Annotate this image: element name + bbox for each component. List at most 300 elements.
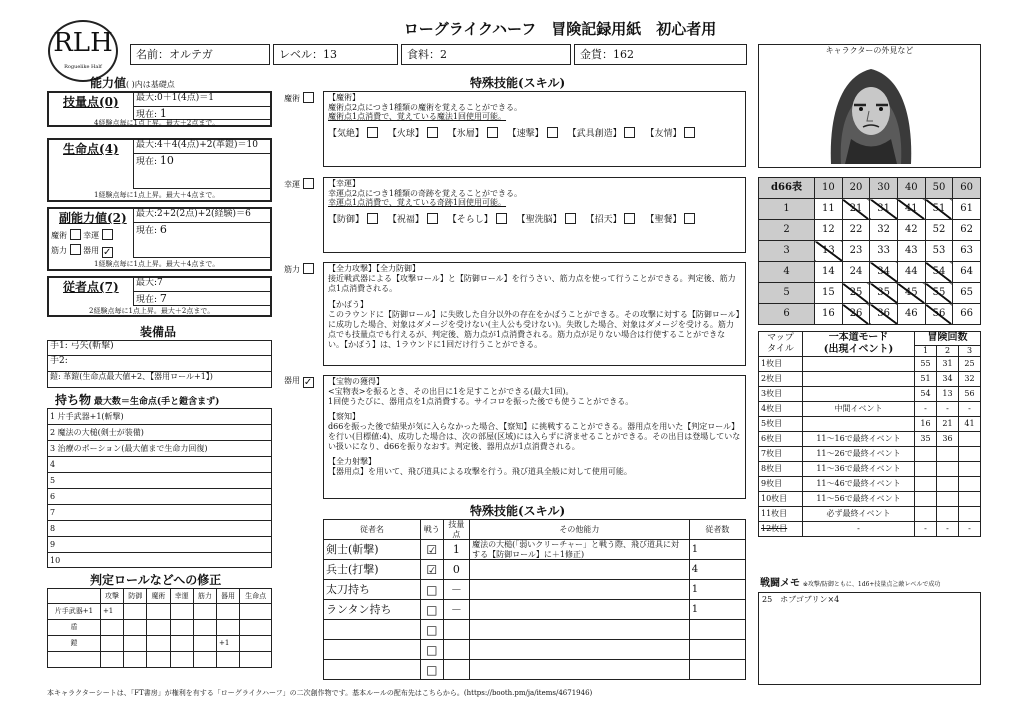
d66-header-row: [759, 178, 981, 199]
d66-row: [759, 199, 981, 220]
d66-table: [758, 177, 981, 325]
follower-count: 1: [689, 580, 745, 600]
map-event: -: [803, 522, 915, 537]
map-count-cell[interactable]: [937, 507, 959, 522]
battle-title-row: [760, 578, 940, 590]
modifiers-cell[interactable]: [124, 652, 147, 668]
d66-cell-crossed[interactable]: 45: [897, 283, 925, 304]
dex-skill-checkbox[interactable]: ✓: [303, 377, 313, 388]
modifiers-cell[interactable]: [124, 620, 147, 636]
magic-skill-checkbox[interactable]: [303, 92, 314, 103]
gold-field[interactable]: 金貨：162: [574, 44, 747, 65]
d66-cell-crossed[interactable]: 35: [870, 283, 898, 304]
map-count-cell[interactable]: 31: [937, 357, 959, 372]
map-count-cell[interactable]: 56: [959, 387, 981, 402]
modifiers-cell[interactable]: [193, 636, 216, 652]
modifiers-row-label: [48, 652, 101, 668]
dex-checkbox[interactable]: ✓: [102, 246, 112, 258]
strength-label: 筋力: [51, 245, 67, 255]
hand1-slot[interactable]: 手1: 弓矢(斬撃): [48, 341, 271, 356]
d66-cell[interactable]: 66: [953, 304, 981, 325]
map-count-cell[interactable]: [915, 507, 937, 522]
battle-title: 戦闘メモ: [760, 578, 800, 589]
map-tile: 5枚目: [759, 417, 803, 432]
follower-other: [470, 660, 690, 680]
modifiers-header: 攻撃: [100, 589, 123, 604]
skill-option[interactable]: [645, 215, 695, 225]
skill-option[interactable]: [517, 215, 576, 225]
follower-other: [470, 580, 690, 600]
level-field[interactable]: レベル：13: [273, 44, 398, 65]
map-count-cell[interactable]: [937, 447, 959, 462]
logo-sub: Roguelike Half: [64, 64, 102, 70]
dex-line3: d66を振った後で結果が気に入らなかった場合、【察知】に挑戦することができる。器用点を用いた【判定ロール】を行い(目標値:4)、成功した場合は、次の部屋(区域)には入らずに済ませることができる。その出目は登場していない扱いになり、d66を振りなおす。判定後、器用点が1点消費される。: [328, 422, 741, 451]
skill-option-checkbox[interactable]: [684, 127, 695, 138]
d66-cell[interactable]: 65: [953, 283, 981, 304]
map-event: [803, 387, 915, 402]
map-count-cell[interactable]: 16: [915, 417, 937, 432]
skill-current-label: 現在:: [136, 110, 158, 120]
follower-fight[interactable]: ☑: [421, 540, 443, 560]
d66-row-header: 1: [759, 199, 815, 220]
map-count-cell[interactable]: [937, 477, 959, 492]
follower-skill: [443, 640, 470, 660]
modifiers-row-label: 鎧: [48, 636, 101, 652]
map-count-cell[interactable]: -: [937, 402, 959, 417]
follower-other: 魔法の大槌(「弱いクリーチャー」と戦う際、飛び道具に対する【防御ロール】に＋1修正): [470, 540, 690, 560]
sub-current[interactable]: [133, 222, 272, 258]
magic-skill-box: [323, 91, 746, 167]
follower-count: 1: [689, 600, 745, 620]
follower-max-text: 最大:7: [136, 278, 163, 288]
map-tile: 2枚目: [759, 372, 803, 387]
map-count-col: 2: [937, 345, 959, 356]
d66-cell[interactable]: 52: [925, 220, 953, 241]
skill-option[interactable]: [448, 129, 498, 139]
follower-row: [324, 580, 746, 600]
life-max[interactable]: [133, 139, 272, 154]
modifiers-row-label: 盾: [48, 620, 101, 636]
d66-row: [759, 241, 981, 262]
follower-skill: －: [443, 600, 470, 620]
luck-skill-box: [323, 177, 746, 253]
inventory-item[interactable]: 4: [48, 457, 271, 473]
follower-fight[interactable]: □: [421, 660, 443, 680]
d66-cell[interactable]: 63: [953, 241, 981, 262]
d66-cell[interactable]: 24: [842, 262, 870, 283]
followers-header-row: [324, 520, 746, 540]
map-row: [759, 522, 981, 537]
miracle-list: [328, 213, 741, 226]
inventory-item[interactable]: 2 魔法の大槌(剣士が装備): [48, 425, 271, 441]
skill-option-checkbox[interactable]: [565, 213, 576, 224]
modifiers-cell[interactable]: [147, 636, 170, 652]
modifiers-cell[interactable]: [216, 652, 239, 668]
name-field[interactable]: 名前：オルテガ: [130, 44, 270, 65]
skill-option-checkbox[interactable]: [547, 127, 558, 138]
battle-memo-box[interactable]: [758, 592, 981, 685]
follower-row: [324, 620, 746, 640]
skill-option-label: 【氷層】: [447, 128, 484, 139]
map-count-cell[interactable]: [959, 447, 981, 462]
modifiers-cell[interactable]: [170, 636, 193, 652]
map-count-cell[interactable]: [959, 477, 981, 492]
d66-cell[interactable]: 44: [897, 262, 925, 283]
str-side-label: 筋力: [284, 265, 300, 274]
d66-cell-crossed[interactable]: 13: [815, 241, 843, 262]
map-event: [803, 357, 915, 372]
map-row: [759, 492, 981, 507]
map-count-cell[interactable]: [959, 462, 981, 477]
d66-cell[interactable]: 15: [815, 283, 843, 304]
d66-cell[interactable]: 62: [953, 220, 981, 241]
map-count-cell[interactable]: -: [959, 522, 981, 537]
follower-name: [324, 660, 421, 680]
sub-ability-label: 副能力値(2): [59, 211, 127, 225]
modifiers-corner: [48, 589, 101, 604]
map-count-cell[interactable]: 32: [959, 372, 981, 387]
map-count-col: 1: [915, 345, 937, 356]
skill-option-checkbox[interactable]: [427, 213, 438, 224]
modifiers-cell[interactable]: [147, 604, 170, 620]
life-note: 1経験点毎に1点上昇。最大＋4点まで。: [94, 191, 220, 199]
modifiers-cell[interactable]: [170, 652, 193, 668]
skill-option[interactable]: [645, 129, 695, 139]
food-field[interactable]: 食料：2: [401, 44, 571, 65]
map-row: [759, 372, 981, 387]
skills-title: 特殊技能(スキル): [470, 76, 566, 90]
map-event: 11～26で最終イベント: [803, 447, 915, 462]
map-tile: 8枚目: [759, 462, 803, 477]
skill-current[interactable]: [133, 106, 272, 120]
d66-row: [759, 283, 981, 304]
map-count-cell[interactable]: 54: [915, 387, 937, 402]
magic-side: [284, 92, 314, 104]
skill-note: 4経験点毎に1点上昇。最大＋2点まで。: [94, 119, 220, 127]
skill-option-label: 【祝福】: [387, 214, 424, 225]
modifiers-cell[interactable]: +1: [100, 604, 123, 620]
follower-fight[interactable]: □: [421, 620, 443, 640]
d66-cell-crossed[interactable]: 21: [842, 199, 870, 220]
follower-fight[interactable]: □: [421, 580, 443, 600]
spell-list: [328, 127, 741, 140]
modifiers-cell[interactable]: [193, 652, 216, 668]
follower-current-value: 7: [159, 292, 167, 305]
dex-line1: <宝物表>を振るとき、その出目に1を足すことができる(最大1回)。: [328, 387, 574, 396]
map-count-cell[interactable]: 21: [937, 417, 959, 432]
map-count-cell[interactable]: 34: [937, 372, 959, 387]
modifiers-cell[interactable]: [100, 652, 123, 668]
map-tile: 4枚目: [759, 402, 803, 417]
inventory-item[interactable]: 9: [48, 537, 271, 553]
map-row: [759, 402, 981, 417]
followers-header: その他能力: [470, 520, 690, 540]
appearance-box: [758, 44, 981, 168]
modifiers-header-row: [48, 589, 272, 604]
life-max-text: 最大:4＋4(4点)+2(革鎧)＝10: [136, 140, 258, 150]
d66-row-header: 4: [759, 262, 815, 283]
followers-header: 従者数: [689, 520, 745, 540]
followers-header: 戦う: [421, 520, 443, 540]
d66-cell-crossed[interactable]: 56: [925, 304, 953, 325]
map-count-cell[interactable]: [959, 507, 981, 522]
d66-col-header: 30: [870, 178, 898, 199]
inventory-subtitle: 最大数＝生命点(手と鎧含まず): [93, 397, 220, 407]
map-count-cell[interactable]: 13: [937, 387, 959, 402]
map-count-cell[interactable]: 35: [915, 432, 937, 447]
d66-cell-crossed[interactable]: 26: [842, 304, 870, 325]
follower-count: 4: [689, 560, 745, 580]
skill-option[interactable]: [388, 129, 438, 139]
magic-checkbox[interactable]: [70, 229, 81, 240]
modifiers-cell[interactable]: [147, 652, 170, 668]
dex-heading: 【宝物の獲得】: [328, 377, 384, 386]
inventory-item[interactable]: 3 治療のポーション(最大値まで生命力回復): [48, 441, 271, 457]
follower-skill: －: [443, 580, 470, 600]
luck-skill-checkbox[interactable]: [303, 178, 314, 189]
sub-current-value: 6: [159, 223, 167, 236]
inventory-item[interactable]: 6: [48, 489, 271, 505]
dex-side: [284, 376, 314, 388]
magic-heading: 【魔術】: [328, 93, 360, 102]
map-count-cell[interactable]: [937, 492, 959, 507]
modifiers-header: 筋力: [193, 589, 216, 604]
inventory-item[interactable]: 5: [48, 473, 271, 489]
map-count-cell[interactable]: 25: [959, 357, 981, 372]
abilities-title: [90, 76, 175, 90]
map-count-cell[interactable]: [937, 462, 959, 477]
modifiers-cell[interactable]: [170, 604, 193, 620]
inventory-title: [55, 393, 219, 408]
map-tile: 3枚目: [759, 387, 803, 402]
follower-current[interactable]: [133, 291, 272, 306]
inventory-list: [47, 408, 272, 568]
modifiers-cell[interactable]: [193, 620, 216, 636]
skill-current-value: 1: [159, 107, 167, 120]
modifiers-cell[interactable]: +1: [216, 636, 239, 652]
d66-cell[interactable]: 42: [897, 220, 925, 241]
d66-cell-crossed[interactable]: 34: [870, 262, 898, 283]
d66-cell[interactable]: 11: [815, 199, 843, 220]
map-count-cell[interactable]: 41: [959, 417, 981, 432]
d66-cell-crossed[interactable]: 54: [925, 262, 953, 283]
follower-name: ランタン持ち: [324, 600, 421, 620]
inventory-item[interactable]: 7: [48, 505, 271, 521]
d66-row: [759, 304, 981, 325]
modifiers-cell[interactable]: [100, 620, 123, 636]
followers-table: [323, 519, 746, 680]
luck-checkbox[interactable]: [102, 229, 113, 240]
map-count-cell[interactable]: [959, 492, 981, 507]
skill-option-checkbox[interactable]: [684, 213, 695, 224]
map-mode-header-line1: 一本道モード: [828, 332, 889, 343]
modifiers-cell[interactable]: [124, 604, 147, 620]
magic-line2: 魔術点1点消費で、覚えている魔法1回使用可能。: [328, 112, 507, 122]
map-count-cell[interactable]: 51: [915, 372, 937, 387]
map-count-cell[interactable]: [915, 447, 937, 462]
appearance-label: キャラクターの外見など: [825, 46, 914, 55]
str-skill-box: [323, 262, 746, 366]
inventory-item[interactable]: 1 片手武器+1(斬撃): [48, 409, 271, 425]
d66-cell[interactable]: 64: [953, 262, 981, 283]
modifiers-row: [48, 620, 272, 636]
map-count-cell[interactable]: [915, 477, 937, 492]
life-points-box: [47, 138, 272, 202]
map-event: 11～56で最終イベント: [803, 492, 915, 507]
inventory-item[interactable]: 10: [50, 556, 61, 565]
d66-row-header: 3: [759, 241, 815, 262]
modifiers-row-label: 片手武器+1: [48, 604, 101, 620]
armor-slot[interactable]: 鎧: 革鎧(生命点最大値+2、【器用ロール+1】): [50, 372, 213, 381]
map-count-cell[interactable]: 36: [937, 432, 959, 447]
d66-cell[interactable]: 53: [925, 241, 953, 262]
skill-option-checkbox[interactable]: [367, 213, 378, 224]
map-mode-header-line2: (出現イベント): [823, 344, 894, 355]
modifiers-cell[interactable]: [124, 636, 147, 652]
life-points-label: 生命点(4): [63, 142, 119, 156]
skill-option[interactable]: [568, 129, 636, 139]
abilities-title-text: 能力値: [90, 76, 127, 90]
skill-option[interactable]: [328, 129, 378, 139]
skill-option-checkbox[interactable]: [624, 213, 635, 224]
d66-cell-crossed[interactable]: 41: [897, 199, 925, 220]
map-event: 11～46で最終イベント: [803, 477, 915, 492]
modifiers-cell[interactable]: [147, 620, 170, 636]
sub-type-row: [51, 244, 131, 258]
follower-count: [689, 660, 745, 680]
map-row: [759, 417, 981, 432]
map-count-cell[interactable]: -: [959, 402, 981, 417]
d66-cell[interactable]: 32: [870, 220, 898, 241]
life-current-value: 10: [159, 154, 174, 167]
d66-row: [759, 262, 981, 283]
modifiers-cell[interactable]: [216, 604, 239, 620]
skill-option-checkbox[interactable]: [624, 127, 635, 138]
str-line2: このラウンドに【防御ロール】に失敗した自分以外の存在をかばうことができる。その攻撃に対する【防御ロール】に成功した場合、対象はダメージを受けない(主人公も受けない)。失敗した場合、対象はダメージを受ける。筋力点でも技量点でも行えるが、判定後、筋力点が1点消費される。筋力点が足りない場合は行使することができない。【かばう】は、1ラウンドに1回だけ行うことができる。: [328, 310, 740, 349]
inventory-item[interactable]: 8: [48, 521, 271, 537]
skill-option[interactable]: [586, 215, 636, 225]
follower-current-label: 現在:: [136, 295, 158, 305]
skill-max[interactable]: [133, 92, 272, 107]
str-skill-checkbox[interactable]: [303, 263, 314, 274]
skill-option-checkbox[interactable]: [367, 127, 378, 138]
d66-cell[interactable]: 14: [815, 262, 843, 283]
skill-option-label: 【友情】: [645, 128, 682, 139]
modifiers-cell[interactable]: [240, 620, 272, 636]
map-count-cell[interactable]: [959, 432, 981, 447]
skill-option[interactable]: [448, 215, 507, 225]
modifiers-cell[interactable]: [240, 604, 272, 620]
life-current[interactable]: [133, 153, 272, 189]
battle-note: ※攻撃/防御ともに、1d6+技量点≧敵レベルで成功: [802, 581, 941, 588]
map-count-cell[interactable]: -: [915, 402, 937, 417]
sub-max-text: 最大:2+2(2点)+2(経験)＝6: [136, 209, 251, 219]
follower-row: [324, 640, 746, 660]
modifiers-row: [48, 652, 272, 668]
d66-col-header: 40: [897, 178, 925, 199]
luck-side: [284, 178, 314, 190]
modifiers-header: 生命点: [240, 589, 272, 604]
sub-max[interactable]: [133, 208, 272, 223]
followers-title: 特殊技能(スキル): [470, 504, 566, 518]
d66-cell[interactable]: 16: [815, 304, 843, 325]
follower-other: [470, 640, 690, 660]
equipment-title: 装備品: [140, 325, 177, 339]
d66-cell[interactable]: 33: [870, 241, 898, 262]
skill-option[interactable]: [388, 215, 438, 225]
d66-cell-crossed[interactable]: 55: [925, 283, 953, 304]
skill-option-label: 【防御】: [328, 214, 365, 225]
follower-fight[interactable]: □: [421, 640, 443, 660]
map-count-cell[interactable]: -: [915, 522, 937, 537]
follower-fight[interactable]: ☑: [421, 560, 443, 580]
modifiers-cell[interactable]: [170, 620, 193, 636]
d66-col-header: 10: [815, 178, 843, 199]
modifiers-cell[interactable]: [193, 604, 216, 620]
d66-cell[interactable]: 12: [815, 220, 843, 241]
luck-label: 幸運: [83, 231, 100, 240]
modifiers-cell[interactable]: [240, 636, 272, 652]
map-row: [759, 357, 981, 372]
d66-cell-crossed[interactable]: 25: [842, 283, 870, 304]
d66-col-header: 50: [925, 178, 953, 199]
d66-cell[interactable]: 61: [953, 199, 981, 220]
dex-side-label: 器用: [284, 376, 300, 385]
d66-cell-crossed[interactable]: 31: [870, 199, 898, 220]
modifiers-cell[interactable]: [240, 652, 272, 668]
d66-cell[interactable]: 23: [842, 241, 870, 262]
dex-line2: 1回使うたびに、器用点を1点消費する。サイコロを振った後でも使うことができる。: [328, 397, 634, 406]
d66-row-header: 5: [759, 283, 815, 304]
logo: [48, 20, 118, 82]
map-header-row: [759, 332, 981, 346]
follower-skill: [443, 660, 470, 680]
str-heading: 【全力攻撃】【全力防御】: [328, 264, 420, 273]
skill-option-checkbox[interactable]: [427, 127, 438, 138]
modifiers-cell[interactable]: [100, 636, 123, 652]
skill-option-checkbox[interactable]: [487, 127, 498, 138]
follower-max[interactable]: [133, 277, 272, 292]
map-tile: 11枚目: [759, 507, 803, 522]
skill-option[interactable]: [328, 215, 378, 225]
map-event: [803, 417, 915, 432]
follower-fight[interactable]: □: [421, 600, 443, 620]
map-count-cell[interactable]: [915, 462, 937, 477]
map-count-cell[interactable]: 55: [915, 357, 937, 372]
strength-checkbox[interactable]: [70, 244, 81, 255]
d66-cell-crossed[interactable]: 51: [925, 199, 953, 220]
skill-option-checkbox[interactable]: [496, 213, 507, 224]
map-count-cell[interactable]: -: [937, 522, 959, 537]
skill-option-label: 【気絶】: [328, 128, 365, 139]
d66-cell-crossed[interactable]: 36: [870, 304, 898, 325]
map-count-cell[interactable]: [915, 492, 937, 507]
hand2-slot[interactable]: 手2:: [48, 356, 271, 372]
luck-heading: 【幸運】: [328, 179, 360, 188]
skill-option-label: 【速撃】: [507, 128, 544, 139]
d66-cell[interactable]: 46: [897, 304, 925, 325]
map-tile: 7枚目: [759, 447, 803, 462]
follower-points-box: [47, 276, 272, 317]
map-event: 11～36で最終イベント: [803, 462, 915, 477]
modifiers-cell[interactable]: [216, 620, 239, 636]
abilities-title-note: ( )内は基礎点: [126, 80, 175, 89]
map-tile: 1枚目: [759, 357, 803, 372]
d66-cell[interactable]: 22: [842, 220, 870, 241]
d66-cell[interactable]: 43: [897, 241, 925, 262]
skill-max-text: 最大:0＋1(4点)＝1: [136, 93, 214, 103]
skill-option[interactable]: [508, 129, 558, 139]
